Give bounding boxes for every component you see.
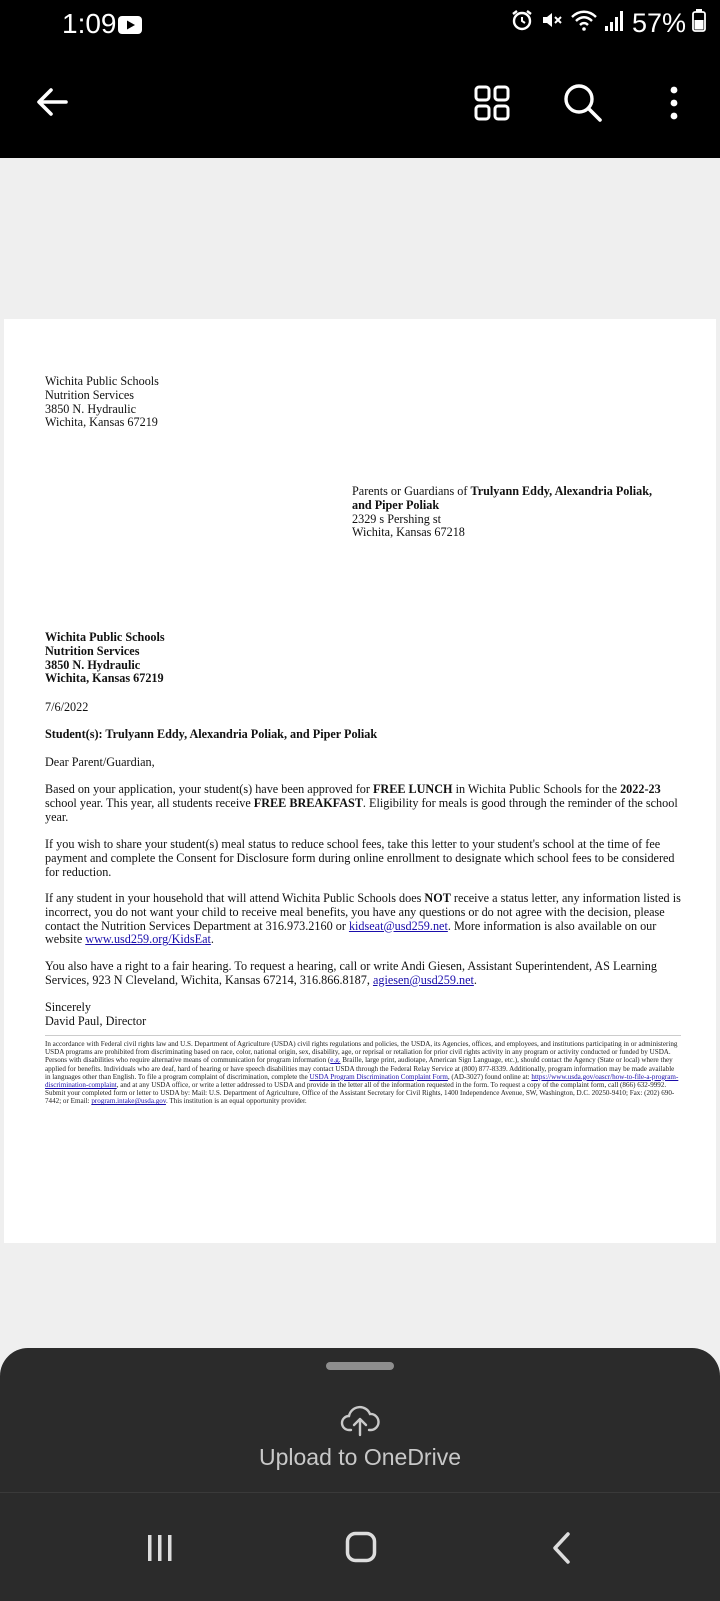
cloud-upload-icon xyxy=(340,1404,380,1443)
header-line: Wichita, Kansas 67219 xyxy=(45,671,164,686)
complaint-form-link[interactable]: USDA Program Discrimination Complaint Form xyxy=(309,1072,448,1081)
document-page[interactable] xyxy=(4,319,716,1243)
battery-level: 57% xyxy=(631,8,686,38)
paragraph-hearing xyxy=(45,960,681,988)
recipient-names: Trulyann Eddy, Alexandria Poliak, xyxy=(470,484,653,498)
navigation-bar xyxy=(0,1492,720,1601)
text: Braille, large print, audiotape, American Sign Language, etc.), should contact the Agency (State or local) where they applied for benefits. Individuals who are deaf, hard of hearing or have speech disabilities may contact USDA through the Federal Relay Service at (800) 877-8339. Additionally, program information may be made available in languages other than English. To file a program complaint of discrimination, complete the xyxy=(45,1056,675,1081)
kidseat-website-link[interactable]: www.usd259.org/KidsEat xyxy=(85,932,211,947)
closing: Sincerely xyxy=(45,1000,92,1014)
sheet-drag-handle[interactable] xyxy=(326,1362,394,1370)
text: in Wichita Public Schools for the xyxy=(452,782,621,796)
text: , and at any USDA office, or write a letter addressed to USDA and provide in the letter all of the information requested in the form. To request a copy of the complaint form, call (866) 632-9992. Submit your completed form or letter to USDA by: Mail: U.S. Department of Agriculture, Office of the Assistant Secretary for Civil Rights, 1400 Independence Avenue, SW, Washington, D.C. 20250-9410; Fax: (202) 690-7442; or Email: xyxy=(45,1081,675,1106)
recipient-street: 2329 s Pershing st xyxy=(352,511,442,526)
back-chevron-icon[interactable] xyxy=(550,1531,572,1570)
divider xyxy=(45,1035,681,1036)
text: . This institution is an equal opportunity provider. xyxy=(165,1097,307,1106)
sender-line: Wichita Public Schools xyxy=(45,374,159,388)
text: . xyxy=(473,972,477,987)
home-icon[interactable] xyxy=(345,1531,377,1568)
usda-email-link[interactable]: program.intake@usda.gov xyxy=(91,1097,166,1106)
text: , (AD-3027) found online at: xyxy=(447,1072,532,1081)
header-line: Wichita Public Schools xyxy=(45,630,165,644)
sender-line: 3850 N. Hydraulic xyxy=(45,401,137,416)
text: . xyxy=(210,932,214,947)
text: . Eligibility for meals is good through the reminder of the school year. xyxy=(45,795,678,824)
free-lunch: FREE LUNCH xyxy=(372,782,453,796)
paragraph-approval xyxy=(45,783,681,824)
mute-icon xyxy=(540,8,564,39)
search-icon[interactable] xyxy=(563,83,603,128)
header-line: Nutrition Services xyxy=(45,643,140,658)
text: receive a status letter, any information listed is incorrect, you do not want your child to receive meal benefits, you have any questions or do not agree with the decision, please contact the Nutrition Services Department at 316.973.2160 or xyxy=(45,891,681,933)
upload-onedrive-button[interactable] xyxy=(0,1404,720,1482)
sender-line: Wichita, Kansas 67219 xyxy=(45,415,158,430)
app-bar xyxy=(0,52,720,158)
sender-address xyxy=(45,375,159,430)
recipient-prefix: Parents or Guardians of xyxy=(352,484,471,498)
header-line: 3850 N. Hydraulic xyxy=(45,657,141,672)
school-year: 2022-23 xyxy=(620,782,661,796)
recipient-address xyxy=(352,485,692,540)
text: . More information is also available on our website xyxy=(45,918,657,947)
not-emphasis: NOT xyxy=(424,891,451,905)
usda-url-link[interactable]: https://www.usda.gov/oascr/how-to-file-a-program-discrimination-complaint xyxy=(45,1072,679,1090)
letter-date: 7/6/2022 xyxy=(45,700,89,714)
alarm-icon xyxy=(510,8,534,39)
arrow-left-icon[interactable] xyxy=(34,84,70,125)
free-breakfast: FREE BREAKFAST xyxy=(253,795,363,810)
status-time: 1:09 xyxy=(62,8,117,39)
text: Based on your application, your student(s) have been approved for xyxy=(45,782,373,796)
text: You also have a right to a fair hearing. To request a hearing, call or write Andi Giesen, Assistant Superintendent, AS Learning Services, 923 N Cleveland, Wichita, Kansas 67214, 316.866.8187, xyxy=(45,959,657,987)
recipient-city: Wichita, Kansas 67218 xyxy=(352,525,465,540)
youtube-icon xyxy=(118,16,142,39)
wifi-icon xyxy=(570,8,598,39)
more-vert-icon[interactable] xyxy=(666,85,682,126)
paragraph-contact xyxy=(45,892,681,947)
text: school year. This year, all students receive xyxy=(45,795,254,810)
signature: David Paul, Director xyxy=(45,1014,147,1028)
status-bar xyxy=(0,0,720,52)
header-block xyxy=(45,631,165,686)
text: In accordance with Federal civil rights law and U.S. Department of Agriculture (USDA) civil rights regulations and policies, the USDA, its Agencies, offices, and employees, and institutions participating in or administering USDA programs are prohibited from discriminating based on race, color, national origin, sex, disability, age, or reprisal or retaliation for prior civil rights activity in any program or activity conducted or funded by USDA. Persons with disabilities who require alternative means of communication for program information ( xyxy=(45,1040,678,1065)
sender-line: Nutrition Services xyxy=(45,387,135,402)
students-line: Student(s): Trulyann Eddy, Alexandria Poliak, and Piper Poliak xyxy=(45,727,378,741)
agiesen-email-link[interactable]: agiesen@usd259.net xyxy=(372,972,474,987)
usda-nondiscrimination-statement xyxy=(45,1040,681,1106)
kidseat-email-link[interactable]: kidseat@usd259.net xyxy=(348,918,448,933)
grid-view-icon[interactable] xyxy=(474,85,510,126)
recents-icon[interactable] xyxy=(146,1533,174,1568)
battery-icon xyxy=(692,8,706,39)
greeting: Dear Parent/Guardian, xyxy=(45,755,155,769)
text: If any student in your household that will attend Wichita Public Schools does xyxy=(45,891,425,905)
paragraph-fees: If you wish to share your student(s) meal status to reduce school fees, take this letter to your student's school at the time of fee payment and complete the Consent for Disclosure form during online enrollment to designate which school fees to be considered for reduction. xyxy=(45,837,675,879)
signal-icon xyxy=(604,8,626,39)
recipient-names-cont: and Piper Poliak xyxy=(352,497,440,512)
eg-link[interactable]: e.g. xyxy=(330,1056,341,1065)
upload-label: Upload to OneDrive xyxy=(259,1444,461,1470)
